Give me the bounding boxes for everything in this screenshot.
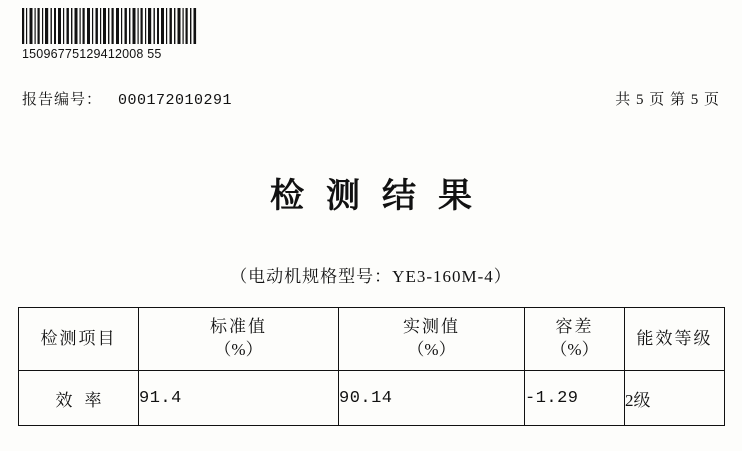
page-subtitle: （电动机规格型号：YE3-160M-4） bbox=[230, 267, 512, 286]
header-row bbox=[22, 88, 720, 109]
header-cell-tolerance-line1: 容差 bbox=[555, 317, 594, 337]
header-cell-grade bbox=[625, 308, 725, 371]
results-table bbox=[18, 307, 725, 426]
table-row bbox=[19, 371, 725, 426]
report-number-value: 000172010291 bbox=[118, 92, 233, 109]
page-title: 检测结果 bbox=[270, 178, 494, 215]
header-cell-item-line1: 检测项目 bbox=[40, 328, 117, 348]
cell-measured-value: 90.14 bbox=[339, 371, 525, 426]
page-count: 共 5 页 第 5 页 bbox=[615, 92, 720, 108]
header-cell-standard bbox=[139, 308, 339, 371]
header-cell-tolerance bbox=[525, 308, 625, 371]
header-cell-standard-line2: （%） bbox=[214, 340, 263, 359]
header-cell-tolerance-line2: （%） bbox=[550, 340, 599, 359]
header-cell-standard-line1: 标准值 bbox=[210, 317, 267, 337]
barcode-number: 15096775129412008 55 bbox=[22, 47, 162, 61]
header-cell-grade-line1: 能效等级 bbox=[636, 328, 713, 348]
header-cell-measured-line1: 实测值 bbox=[403, 317, 460, 337]
header-cell-measured bbox=[339, 308, 525, 371]
cell-grade-value: 2级 bbox=[625, 371, 725, 426]
cell-tolerance-value: -1.29 bbox=[525, 371, 625, 426]
header-cell-item bbox=[19, 308, 139, 371]
report-number-label: 报告编号： bbox=[22, 92, 103, 108]
header-cell-measured-line2: （%） bbox=[407, 340, 456, 359]
table-header-row bbox=[19, 308, 725, 371]
barcode-block bbox=[22, 8, 202, 61]
cell-standard-value: 91.4 bbox=[139, 371, 339, 426]
barcode-icon bbox=[22, 8, 198, 44]
report-number bbox=[22, 88, 232, 109]
cell-item-name: 效率 bbox=[19, 371, 139, 426]
